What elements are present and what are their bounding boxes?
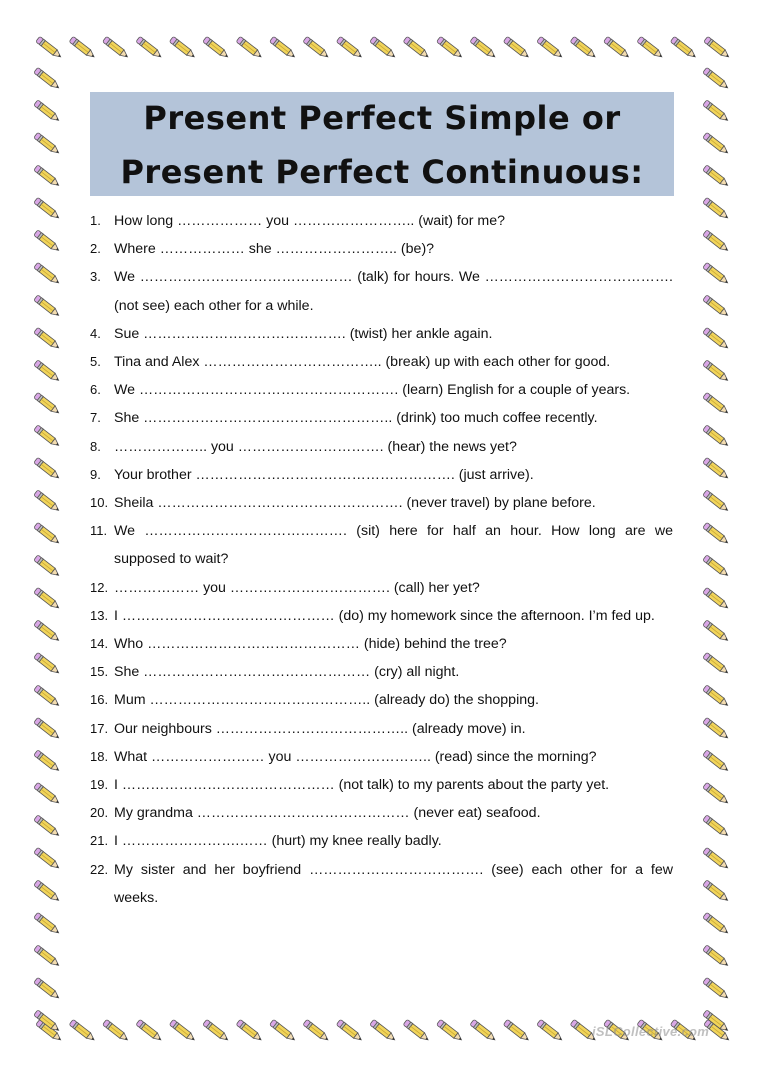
item-number: 12. [90, 579, 109, 595]
pencil-icon [703, 425, 730, 448]
item-text: We ……………………………………. (sit) here for half an hour. How long are we supposed to wait? [114, 523, 673, 568]
exercise-item [90, 517, 673, 573]
item-text: Who ……………………………………… (hide) behind the tree? [114, 636, 507, 653]
pencil-icon [34, 165, 61, 188]
pencil-icon [236, 36, 263, 59]
item-text: ……………… you ……………………………. (call) her yet? [114, 579, 480, 596]
pencil-icon [703, 165, 730, 188]
pencil-icon [269, 36, 296, 59]
item-number: 18. [90, 748, 109, 764]
pencil-icon [703, 652, 730, 675]
item-number: 20. [90, 805, 109, 821]
item-number: 16. [90, 692, 109, 708]
pencil-icon [703, 717, 730, 740]
item-number: 7. [90, 410, 101, 426]
pencil-icon [703, 685, 730, 708]
item-text: We ……………………………………… (talk) for hours. We …………………………………. (not see) each other for a while. [114, 269, 673, 314]
pencil-icon [703, 880, 730, 903]
item-number: 22. [90, 861, 109, 877]
pencil-icon [169, 1019, 196, 1042]
pencil-icon [34, 132, 61, 155]
pencil-icon [34, 360, 61, 383]
item-number: 5. [90, 354, 101, 370]
exercise-item [90, 686, 673, 714]
pencil-icon [703, 295, 730, 318]
pencil-icon [269, 1019, 296, 1042]
item-number: 8. [90, 438, 101, 454]
pencil-icon [34, 685, 61, 708]
pencil-icon [34, 67, 61, 90]
pencil-icon [34, 392, 61, 415]
item-text: She …………………………………………….. (drink) too much coffee recently. [114, 410, 598, 427]
pencil-icon [34, 587, 61, 610]
pencil-icon [236, 1019, 263, 1042]
pencil-icon [703, 327, 730, 350]
pencil-icon [703, 100, 730, 123]
exercise-item [90, 489, 673, 517]
watermark: iSLCollective.com [592, 1024, 710, 1039]
pencil-icon [303, 1019, 330, 1042]
pencil-icon [703, 750, 730, 773]
pencil-icon [34, 620, 61, 643]
pencil-icon [203, 36, 230, 59]
pencil-icon [703, 977, 730, 1000]
item-text: How long ……………… you …………………….. (wait) for me? [114, 213, 506, 229]
pencil-icon [570, 36, 597, 59]
pencil-icon [703, 912, 730, 935]
exercise-item [90, 658, 673, 686]
exercise-item [90, 574, 673, 602]
item-number: 10. [90, 495, 109, 511]
item-text: What …………………… you ……………………….. (read) since the morning? [114, 748, 597, 765]
item-text: I ……………………………………… (do) my homework since the afternoon. I’m fed up. [114, 607, 655, 624]
exercise-item [90, 433, 673, 461]
pencil-icon [34, 912, 61, 935]
pencil-icon [34, 555, 61, 578]
page-title-line-1: Present Perfect Simple or [143, 99, 621, 137]
pencil-icon [34, 815, 61, 838]
title-banner [90, 92, 674, 196]
pencil-icon [703, 262, 730, 285]
pencil-icon [34, 457, 61, 480]
pencil-icon [537, 36, 564, 59]
item-number: 6. [90, 382, 101, 398]
pencil-icon [637, 36, 664, 59]
exercise-item [90, 235, 673, 263]
page-title-line-2: Present Perfect Continuous: [120, 153, 644, 191]
item-number: 2. [90, 241, 101, 257]
item-number: 4. [90, 325, 101, 341]
exercise-item [90, 771, 673, 799]
pencil-icon [703, 457, 730, 480]
pencil-icon [34, 100, 61, 123]
exercise-item [90, 320, 673, 348]
pencil-icon [370, 1019, 397, 1042]
pencil-icon [34, 880, 61, 903]
pencil-icon [34, 522, 61, 545]
pencil-icon [34, 262, 61, 285]
pencil-icon [703, 782, 730, 805]
pencil-icon [34, 490, 61, 513]
item-number: 14. [90, 636, 109, 652]
pencil-icon [34, 717, 61, 740]
pencil-icon [703, 360, 730, 383]
pencil-icon [703, 392, 730, 415]
pencil-icon [34, 945, 61, 968]
pencil-icon [403, 36, 430, 59]
pencil-icon [703, 522, 730, 545]
pencil-icon [703, 587, 730, 610]
item-text: I ……………………………………… (not talk) to my parents about the party yet. [114, 777, 610, 794]
item-number: 9. [90, 466, 101, 482]
pencil-icon [703, 197, 730, 220]
pencil-icon [34, 327, 61, 350]
exercise-list [90, 207, 673, 912]
item-text: I …………………….…… (hurt) my knee really badly. [114, 833, 442, 850]
exercise-item [90, 630, 673, 658]
exercise-item [90, 263, 673, 319]
exercise-item [90, 376, 673, 404]
item-text: Your brother ………………………………………………. (just arrive). [114, 466, 534, 483]
pencil-icon [169, 36, 196, 59]
pencil-icon [703, 815, 730, 838]
item-number: 1. [90, 213, 101, 228]
pencil-icon [34, 425, 61, 448]
exercise-item [90, 827, 673, 855]
pencil-icon [34, 197, 61, 220]
pencil-icon [470, 36, 497, 59]
item-text: She ………………………………………… (cry) all night. [114, 664, 460, 681]
exercise-item [90, 207, 673, 235]
item-number: 15. [90, 664, 109, 680]
pencil-icon [703, 555, 730, 578]
pencil-icon [503, 1019, 530, 1042]
item-number: 11. [90, 523, 108, 539]
pencil-icon [703, 945, 730, 968]
item-text: Mum ……………………………………….. (already do) the shopping. [114, 692, 539, 709]
item-number: 19. [90, 777, 109, 793]
pencil-icon [703, 847, 730, 870]
pencil-icon [703, 620, 730, 643]
item-text: ……………….. you …………………………. (hear) the news yet? [114, 438, 517, 455]
pencil-icon [370, 36, 397, 59]
item-number: 17. [90, 720, 109, 736]
pencil-icon [34, 977, 61, 1000]
item-text: Where ……………… she …………………….. (be)? [114, 241, 435, 258]
exercise-item [90, 404, 673, 432]
exercise-item [90, 715, 673, 743]
pencil-icon [136, 36, 163, 59]
item-text: My sister and her boyfriend ………………………………. (see) each other for a few weeks. [114, 861, 673, 906]
exercise-item [90, 799, 673, 827]
pencil-icon [34, 652, 61, 675]
pencil-icon [436, 36, 463, 59]
pencil-icon [102, 1019, 129, 1042]
pencil-icon [703, 67, 730, 90]
pencil-icon [34, 782, 61, 805]
pencil-icon [34, 230, 61, 253]
item-text: Sheila ……………………………………………. (never travel) by plane before. [114, 495, 596, 512]
pencil-icon [69, 36, 96, 59]
item-text: Sue ……………………………………. (twist) her ankle again. [114, 325, 493, 342]
exercise-item [90, 348, 673, 376]
pencil-icon [436, 1019, 463, 1042]
pencil-icon [703, 490, 730, 513]
item-number: 13. [90, 607, 109, 623]
pencil-icon [703, 132, 730, 155]
item-text: We ………………………………………………. (learn) English for a couple of years. [114, 382, 631, 399]
pencil-icon [537, 1019, 564, 1042]
pencil-icon [603, 36, 630, 59]
pencil-icon [303, 36, 330, 59]
pencil-icon [703, 230, 730, 253]
item-text: Our neighbours ………………………………….. (already move) in. [114, 720, 526, 737]
pencil-icon [470, 1019, 497, 1042]
exercise-item [90, 856, 673, 912]
pencil-icon [136, 1019, 163, 1042]
item-number: 3. [90, 269, 101, 285]
exercise-item [90, 743, 673, 771]
exercise-item [90, 602, 673, 630]
pencil-icon [69, 1019, 96, 1042]
item-number: 21. [90, 833, 109, 849]
pencil-icon [34, 295, 61, 318]
exercise-item [90, 461, 673, 489]
pencil-icon [336, 36, 363, 59]
item-text: My grandma ……………………………………… (never eat) seafood. [114, 805, 541, 822]
pencil-icon [203, 1019, 230, 1042]
pencil-icon [403, 1019, 430, 1042]
pencil-icon [34, 750, 61, 773]
pencil-icon [34, 847, 61, 870]
pencil-icon [36, 36, 63, 59]
pencil-icon [336, 1019, 363, 1042]
pencil-icon [503, 36, 530, 59]
item-text: Tina and Alex ……………………………….. (break) up with each other for good. [114, 354, 611, 371]
pencil-icon [704, 36, 731, 59]
pencil-icon [670, 36, 697, 59]
pencil-icon [102, 36, 129, 59]
